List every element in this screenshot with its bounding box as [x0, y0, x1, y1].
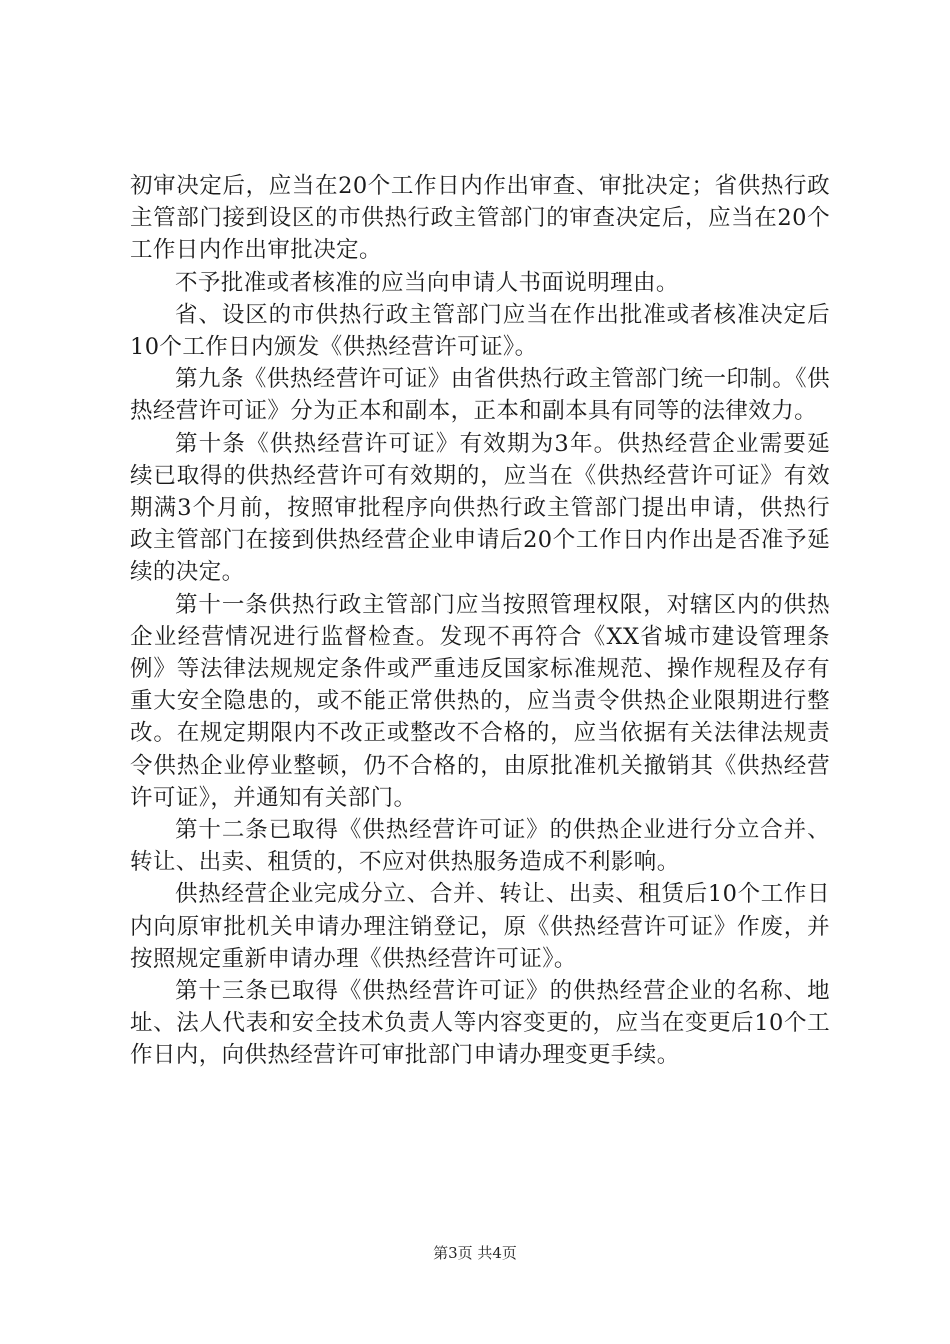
paragraph-article-10: 第十条《供热经营许可证》有效期为3年。供热经营企业需要延续已取得的供热经营许可有效期的，应当在《供热经营许可证》有效期满3个月前，按照审批程序向供热行政主管部门提出申请，供热行政主管部门在接到供热经营企业申请后20个工作日内作出是否准予延续的决定。: [130, 430, 830, 586]
paragraph-article-13: 第十三条已取得《供热经营许可证》的供热经营企业的名称、地址、法人代表和安全技术负责人等内容变更的，应当在变更后10个工作日内，向供热经营许可审批部门申请办理变更手续。: [130, 978, 830, 1069]
paragraph-refusal-reason: 不予批准或者核准的应当向申请人书面说明理由。: [175, 269, 679, 296]
document-body: [130, 170, 830, 1072]
paragraph-license-issuance: 省、设区的市供热行政主管部门应当在作出批准或者核准决定后10个工作日内颁发《供热经营许可证》。: [130, 301, 830, 361]
page-number-footer: 第3页 共4页: [433, 1244, 517, 1262]
paragraph-continuation: 初审决定后，应当在20个工作日内作出审查、审批决定；省供热行政主管部门接到设区的市供热行政主管部门的审查决定后，应当在20个工作日内作出审批决定。: [130, 173, 830, 264]
paragraph-article-9: 第九条《供热经营许可证》由省供热行政主管部门统一印制。《供热经营许可证》分为正本和副本，正本和副本具有同等的法律效力。: [130, 366, 830, 425]
paragraph-article-12: 第十二条已取得《供热经营许可证》的供热企业进行分立合并、转让、出卖、租赁的，不应对供热服务造成不利影响。: [130, 817, 830, 876]
paragraph-article-12-cont: 供热经营企业完成分立、合并、转让、出卖、租赁后10个工作日内向原审批机关申请办理注销登记，原《供热经营许可证》作废，并按照规定重新申请办理《供热经营许可证》。: [130, 881, 830, 972]
paragraph-article-11: 第十一条供热行政主管部门应当按照管理权限，对辖区内的供热企业经营情况进行监督检查。发现不再符合《XX省城市建设管理条例》等法律法规规定条件或严重违反国家标准规范、操作规程及存有重大安全隐患的，或不能正常供热的，应当责令供热企业限期进行整改。在规定期限内不改正或整改不合格的，应当依据有关法律法规责令供热企业停业整顿，仍不合格的，由原批准机关撤销其《供热经营许可证》，并通知有关部门。: [130, 591, 830, 811]
